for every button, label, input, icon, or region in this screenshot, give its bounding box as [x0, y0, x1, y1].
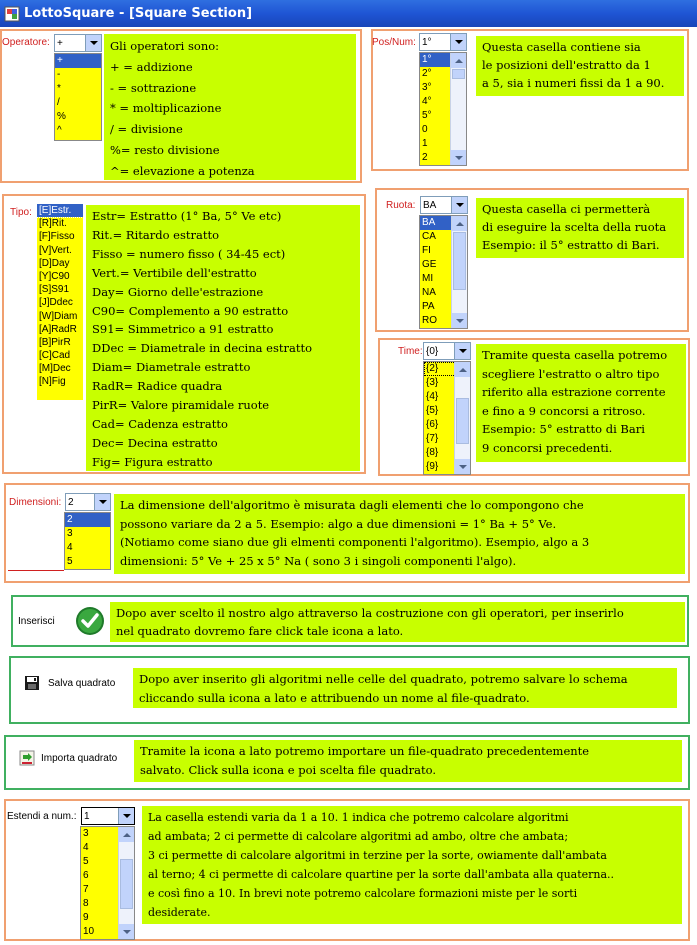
note-line: / = divisione	[110, 122, 183, 137]
note-line: ad ambata; 2 ci permette di calcolare algoritmi ad ambo, oltre che ambata;	[148, 830, 569, 843]
note-line: Dopo aver inserito gli algoritmi nelle celle del quadrato, potremo salvare lo schema	[139, 672, 628, 686]
note-line: cliccando sulla icona a lato e attribuendo un nome al file-quadrato.	[139, 691, 530, 705]
note-line: - = sottrazione	[110, 80, 197, 95]
note-line: PirR= Valore piramidale ruote	[92, 398, 270, 413]
note-line: Gli operatori sono:	[110, 39, 220, 53]
tipo-option[interactable]: [B]PirR	[39, 336, 71, 348]
note-line: %= resto divisione	[110, 142, 220, 157]
tipo-option[interactable]: [D]Day	[39, 257, 70, 269]
dimensioni-option[interactable]: 5	[67, 556, 73, 567]
time-option[interactable]: {4}	[426, 391, 439, 402]
ruota-list[interactable]	[419, 215, 468, 329]
tipo-label: Tipo:	[10, 207, 32, 218]
note-line: Day= Giorno delle'estrazione	[92, 284, 264, 299]
dimensioni-value: 2	[68, 496, 74, 508]
note-line: La dimensione dell'algoritmo è misurata dagli elementi che lo compongono che	[120, 498, 584, 512]
time-option[interactable]: {8}	[426, 447, 439, 458]
time-option[interactable]: {9}	[426, 461, 439, 472]
note-line: Fig= Figura estratto	[92, 454, 213, 469]
scroll-down-icon[interactable]	[451, 150, 466, 165]
operatore-option[interactable]: %	[57, 111, 66, 122]
note-line: + = addizione	[110, 59, 193, 74]
ruota-option[interactable]: FI	[422, 245, 431, 256]
operatore-select[interactable]	[54, 34, 102, 52]
posnum-select[interactable]	[419, 33, 467, 51]
scroll-down-icon[interactable]	[119, 924, 134, 939]
posnum-value: 1°	[422, 36, 432, 48]
posnum-option[interactable]: 4°	[422, 96, 432, 107]
note-line: RadR= Radice quadra	[92, 379, 223, 394]
note-line: ^= elevazione a potenza	[110, 163, 255, 178]
estendi-value: 1	[84, 810, 90, 822]
scroll-up-icon[interactable]	[452, 216, 467, 231]
posnum-list[interactable]	[419, 52, 467, 166]
time-label: Time:	[398, 346, 423, 357]
tipo-list[interactable]	[37, 204, 83, 400]
salva-quadrato-button[interactable]	[24, 674, 115, 692]
inserisci-note	[110, 602, 685, 642]
estendi-label: Estendi a num.:	[7, 811, 77, 822]
note-line: Tramite la icona a lato potremo importare un file-quadrato precedentemente	[140, 744, 590, 758]
posnum-label: Pos/Num:	[372, 37, 416, 48]
chevron-down-icon[interactable]	[85, 35, 101, 51]
estendi-option[interactable]: 10	[83, 926, 95, 937]
chevron-down-icon[interactable]	[451, 197, 467, 213]
scroll-thumb[interactable]	[452, 69, 465, 79]
time-value: {0}	[426, 345, 439, 357]
tipo-note	[86, 205, 360, 471]
time-list[interactable]	[423, 361, 471, 475]
ruota-label: Ruota:	[386, 200, 416, 211]
ruota-option[interactable]: RO	[422, 315, 437, 326]
note-line: Questa casella contiene sia	[482, 40, 641, 54]
note-line: Dopo aver scelto il nostro algo attraverso la costruzione con gli operatori, per inserirlo	[116, 606, 624, 620]
note-line: Fisso = numero fisso ( 34-45 ect)	[92, 246, 286, 261]
note-line: Esempio: il 5° estratto di Bari.	[482, 238, 660, 252]
note-line: Estr= Estratto (1° Ba, 5° Ve etc)	[92, 209, 282, 223]
ruota-option[interactable]: GE	[422, 259, 437, 270]
note-line: e fino a 9 concorsi a ritroso.	[482, 403, 646, 418]
title-bar	[0, 0, 697, 27]
estendi-note	[142, 806, 682, 924]
chevron-down-icon[interactable]	[94, 494, 110, 510]
note-line: La casella estendi varia da 1 a 10. 1 indica che potremo calcolare algoritmi	[148, 811, 569, 824]
operatore-option[interactable]: /	[57, 97, 60, 108]
posnum-option[interactable]: 1°	[420, 53, 466, 67]
tipo-option[interactable]: [W]Diam	[39, 310, 78, 322]
ruota-option[interactable]: PA	[422, 301, 435, 312]
posnum-option[interactable]: 5°	[422, 110, 432, 121]
salva-note	[133, 668, 677, 708]
tipo-option[interactable]: [R]Rit.	[39, 218, 67, 230]
ruota-scrollbar[interactable]	[451, 216, 467, 328]
note-line: a 5, sia i numeri fissi da 1 a 90.	[482, 76, 665, 90]
ruota-select[interactable]	[420, 196, 468, 214]
note-line: riferito alla estrazione corrente	[482, 385, 666, 399]
scroll-down-icon[interactable]	[455, 459, 470, 474]
note-line: desiderate.	[148, 906, 211, 919]
estendi-option[interactable]: 3	[83, 828, 89, 839]
posnum-scrollbar[interactable]	[450, 53, 466, 165]
estendi-option[interactable]: 4	[83, 842, 89, 853]
estendi-select[interactable]	[81, 807, 135, 825]
posnum-option[interactable]: 1	[422, 138, 428, 149]
note-line: salvato. Click sulla icona e poi scelta file quadrato.	[140, 763, 436, 777]
ruota-option[interactable]: MI	[422, 273, 434, 284]
note-line: scegliere l'estratto o altro tipo	[482, 366, 660, 381]
operatore-option[interactable]: *	[57, 83, 61, 94]
note-line: Vert.= Vertibile dell'estratto	[92, 265, 257, 280]
operatore-list[interactable]	[54, 53, 102, 141]
dimensioni-underline	[8, 570, 64, 571]
tipo-option[interactable]: [M]Dec	[39, 363, 71, 375]
app-icon	[4, 6, 20, 22]
tipo-option[interactable]: [A]RadR	[39, 323, 77, 335]
salva-label: Salva quadrato	[48, 677, 116, 689]
note-line: Cad= Cadenza estratto	[92, 416, 228, 431]
estendi-scrollbar[interactable]	[118, 827, 134, 939]
note-line: Rit.= Ritardo estratto	[92, 227, 220, 242]
operatore-option[interactable]: -	[57, 69, 61, 80]
note-line: C90= Complemento a 90 estratto	[92, 303, 289, 318]
time-select[interactable]	[423, 342, 471, 360]
tipo-option[interactable]: [F]Fisso	[39, 231, 75, 243]
inserisci-label: Inserisci	[18, 615, 55, 627]
tipo-option[interactable]: [V]Vert.	[39, 244, 72, 256]
note-line: DDec = Diametrale in decina estratto	[92, 341, 313, 356]
check-icon[interactable]	[75, 606, 105, 636]
operatore-note	[104, 34, 356, 180]
operatore-option[interactable]: ^	[57, 125, 62, 136]
import-arrow-icon[interactable]	[19, 750, 35, 766]
window-title: LottoSquare - [Square Section]	[24, 6, 253, 21]
note-line: al terno; 4 ci permette di calcolare quartine per la sorte dall'ambata alla quaterna..	[148, 868, 615, 881]
scroll-up-icon[interactable]	[119, 827, 134, 842]
note-line: dimensioni: 5° Ve + 25 x 5° Na ( sono 3 i singoli componenti l'algo).	[120, 553, 517, 568]
note-line: e così fino a 10. In brevi note potremo calcolare formazioni miste per le sorti	[148, 887, 578, 900]
ruota-value: BA	[423, 199, 437, 211]
dimensioni-note	[114, 494, 685, 574]
dimensioni-option[interactable]: 4	[67, 542, 73, 553]
estendi-option[interactable]: 7	[83, 884, 89, 895]
chevron-down-icon[interactable]	[450, 34, 466, 50]
tipo-option[interactable]: [N]Fig	[39, 376, 66, 388]
posnum-option[interactable]: 3°	[422, 82, 432, 93]
chevron-down-icon[interactable]	[118, 808, 134, 824]
dimensioni-list[interactable]	[64, 512, 111, 570]
estendi-option[interactable]: 6	[83, 870, 89, 881]
tipo-option[interactable]: [J]Ddec	[39, 297, 73, 309]
tipo-option[interactable]: [S]S91	[39, 284, 70, 296]
note-line: * = moltiplicazione	[110, 101, 222, 116]
tipo-option[interactable]: [E]Estr.	[37, 204, 83, 217]
inserisci-button[interactable]	[18, 606, 105, 636]
chevron-down-icon[interactable]	[454, 343, 470, 359]
scroll-down-icon[interactable]	[452, 313, 467, 328]
note-line: le posizioni dell'estratto da 1	[482, 58, 651, 72]
tipo-option[interactable]: [C]Cad	[39, 350, 71, 362]
dimensioni-label: Dimensioni:	[9, 497, 62, 508]
note-line: Dec= Decina estratto	[92, 435, 218, 450]
note-line: 9 concorsi precedenti.	[482, 440, 613, 455]
posnum-note	[476, 36, 684, 96]
time-note	[476, 344, 686, 462]
time-option[interactable]: {3}	[426, 377, 439, 388]
ruota-note	[476, 198, 684, 258]
note-line: possono variare da 2 a 5. Esempio: algo a due dimensioni = 1° Ba + 5° Ve.	[120, 516, 557, 531]
dimensioni-option[interactable]: 3	[67, 528, 73, 539]
note-line: nel quadrato dovremo fare click tale icona a lato.	[116, 624, 404, 638]
note-line: Diam= Diametrale estratto	[92, 360, 251, 375]
note-line: di eseguire la scelta della ruota	[482, 220, 667, 234]
note-line: Esempio: 5° estratto di Bari	[482, 422, 645, 436]
note-line: S91= Simmetrico a 91 estratto	[92, 322, 274, 337]
scroll-thumb[interactable]	[453, 232, 466, 290]
operatore-label: Operatore:	[2, 37, 50, 48]
scroll-up-icon[interactable]	[455, 362, 470, 377]
time-option[interactable]: {6}	[426, 419, 439, 430]
estendi-option[interactable]: 9	[83, 912, 89, 923]
note-line: 3 ci permette di calcolare algoritmi in terzine per la sorte, owiamente dall'ambata	[148, 849, 607, 862]
operatore-option[interactable]: +	[55, 54, 101, 68]
ruota-option[interactable]: BA	[420, 216, 467, 230]
importa-label: Importa quadrato	[41, 752, 118, 764]
time-option[interactable]: {5}	[426, 405, 439, 416]
floppy-disk-icon[interactable]	[24, 675, 40, 691]
posnum-option[interactable]: 2°	[422, 68, 432, 79]
time-option[interactable]: {7}	[426, 433, 439, 444]
estendi-option[interactable]: 8	[83, 898, 89, 909]
dimensioni-option[interactable]: 2	[65, 513, 110, 527]
scroll-thumb[interactable]	[456, 398, 469, 444]
estendi-list[interactable]	[80, 826, 135, 940]
note-line: (Notiamo come siano due gli elmenti componenti l'algoritmo). Esempio, algo a 3	[120, 535, 590, 549]
ruota-option[interactable]: CA	[422, 231, 436, 242]
scroll-up-icon[interactable]	[451, 53, 466, 68]
importa-note	[134, 740, 682, 782]
posnum-option[interactable]: 2	[422, 152, 428, 163]
scroll-thumb[interactable]	[120, 859, 133, 909]
importa-quadrato-button[interactable]	[19, 749, 117, 767]
tipo-option[interactable]: [Y]C90	[39, 270, 70, 282]
operatore-value: +	[57, 37, 63, 49]
ruota-option[interactable]: NA	[422, 287, 436, 298]
posnum-option[interactable]: 0	[422, 124, 428, 135]
dimensioni-select[interactable]	[65, 493, 111, 511]
note-line: Questa casella ci permetterà	[482, 202, 651, 216]
note-line: Tramite questa casella potremo	[482, 348, 668, 362]
time-option[interactable]: {2}	[424, 362, 470, 376]
estendi-option[interactable]: 5	[83, 856, 89, 867]
time-scrollbar[interactable]	[454, 362, 470, 474]
